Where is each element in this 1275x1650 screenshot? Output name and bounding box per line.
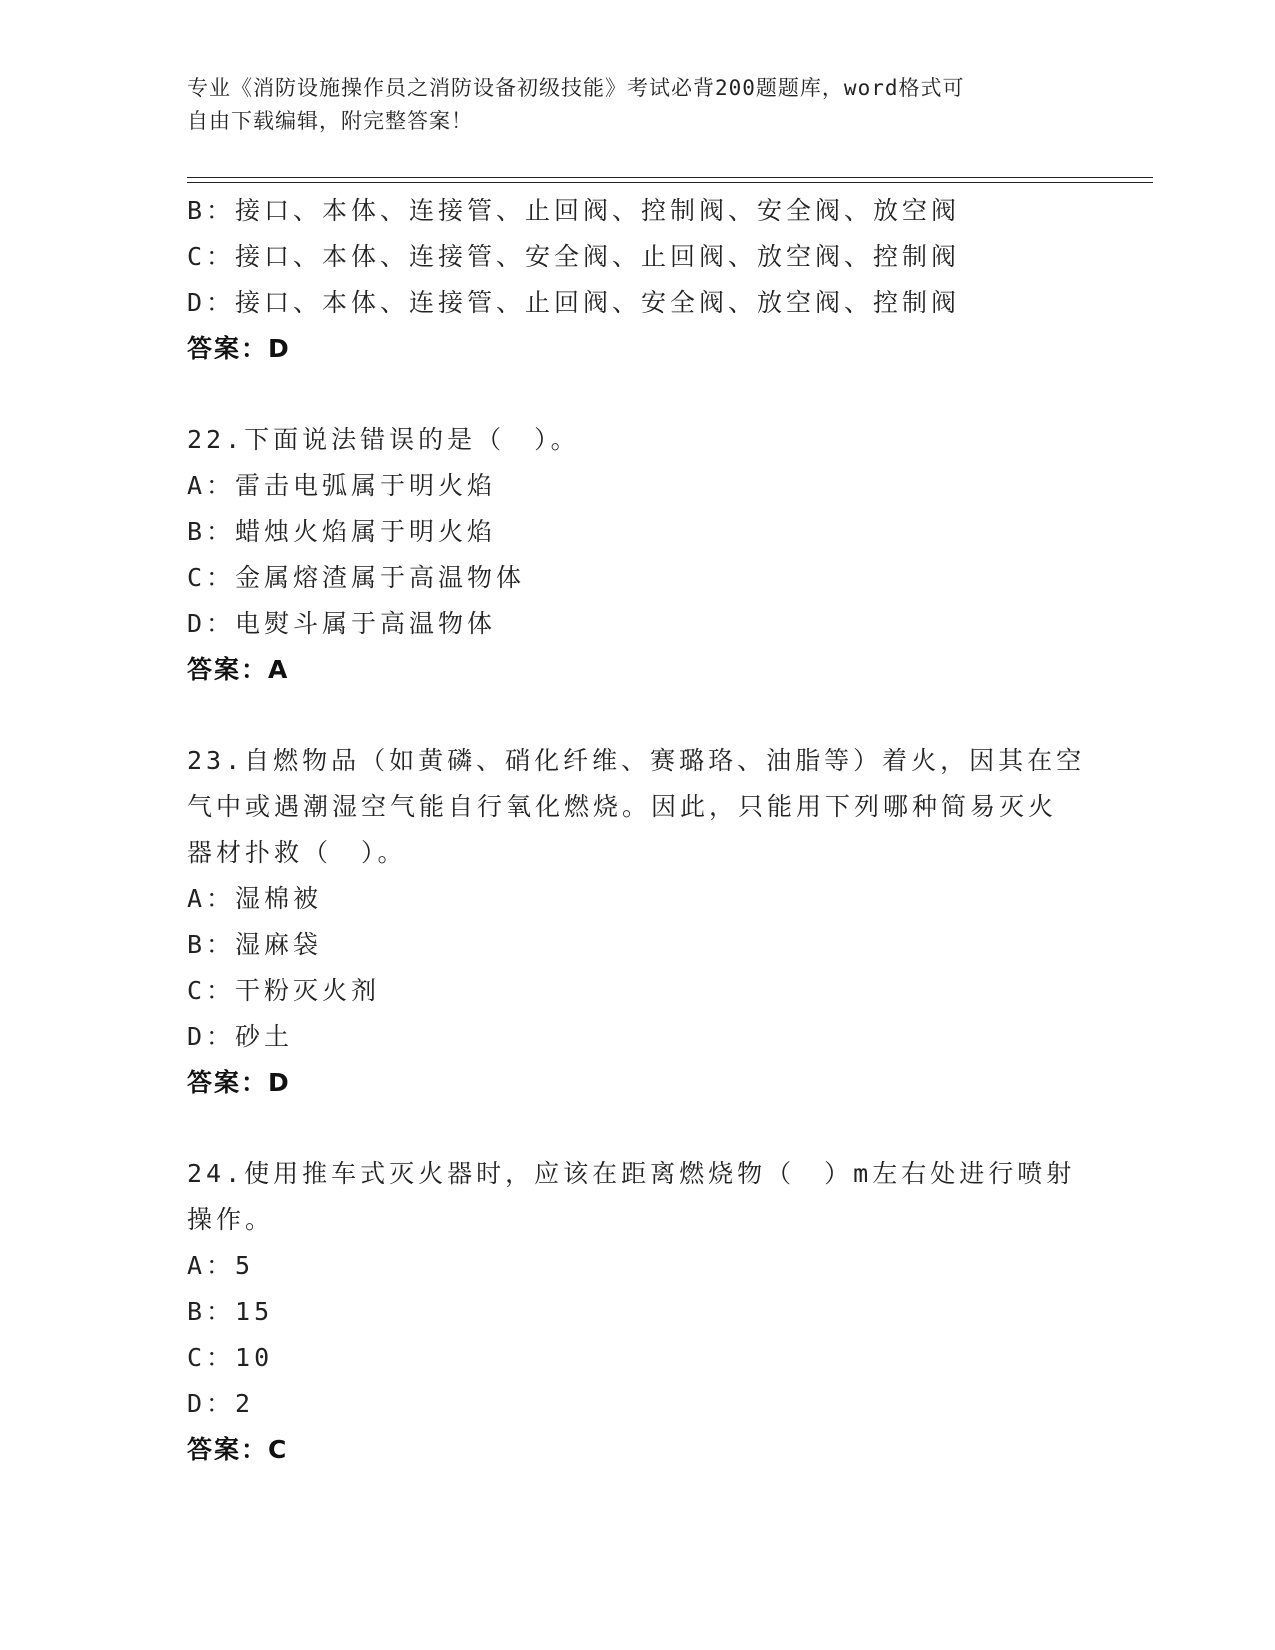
question-stem: 22.下面说法错误的是（ ）。 [187, 425, 580, 454]
question-stem-line-1: 24.使用推车式灭火器时，应该在距离燃烧物（ ）m左右处进行喷射 [187, 1159, 1076, 1188]
option-a: A：5 [187, 1251, 255, 1280]
option-b: B：湿麻袋 [187, 930, 323, 959]
option-d: D：2 [187, 1389, 255, 1418]
question-stem-line-1: 23.自燃物品（如黄磷、硝化纤维、赛璐珞、油脂等）着火，因其在空 [187, 746, 1086, 775]
question-stem-line-3: 器材扑救（ ）。 [187, 838, 407, 867]
option-d: D：接口、本体、连接管、止回阀、安全阀、放空阀、控制阀 [187, 288, 961, 317]
option-a: A：湿棉被 [187, 884, 323, 913]
question-21-continued [187, 188, 1087, 372]
answer-line: 答案：D [187, 1068, 291, 1097]
spacer [187, 372, 1087, 417]
option-c: C：接口、本体、连接管、安全阀、止回阀、放空阀、控制阀 [187, 242, 961, 271]
answer-line: 答案：A [187, 655, 290, 684]
option-b: B：蜡烛火焰属于明火焰 [187, 517, 497, 546]
header-divider-top [187, 177, 1153, 178]
answer-line: 答案：D [187, 334, 291, 363]
document-header [187, 72, 1067, 138]
header-title-line-2: 自由下载编辑，附完整答案！ [187, 109, 473, 133]
question-stem-line-2: 气中或遇潮湿空气能自行氧化燃烧。因此，只能用下列哪种简易灭火 [187, 792, 1058, 821]
option-c: C：干粉灭火剂 [187, 976, 381, 1005]
option-b: B：15 [187, 1297, 274, 1326]
spacer [187, 693, 1087, 738]
question-22 [187, 417, 1087, 693]
question-23 [187, 738, 1087, 1106]
question-list [187, 188, 1087, 1473]
option-b: B：接口、本体、连接管、止回阀、控制阀、安全阀、放空阀 [187, 196, 961, 225]
header-divider-bottom [187, 182, 1153, 183]
question-24 [187, 1151, 1087, 1473]
answer-line: 答案：C [187, 1435, 289, 1464]
option-d: D：砂土 [187, 1022, 294, 1051]
option-c: C：10 [187, 1343, 274, 1372]
spacer [187, 1106, 1087, 1151]
option-c: C：金属熔渣属于高温物体 [187, 563, 526, 592]
question-stem-line-2: 操作。 [187, 1205, 275, 1234]
header-title-line-1: 专业《消防设施操作员之消防设备初级技能》考试必背200题题库，word格式可 [187, 76, 965, 100]
option-d: D：电熨斗属于高温物体 [187, 609, 497, 638]
option-a: A：雷击电弧属于明火焰 [187, 471, 497, 500]
